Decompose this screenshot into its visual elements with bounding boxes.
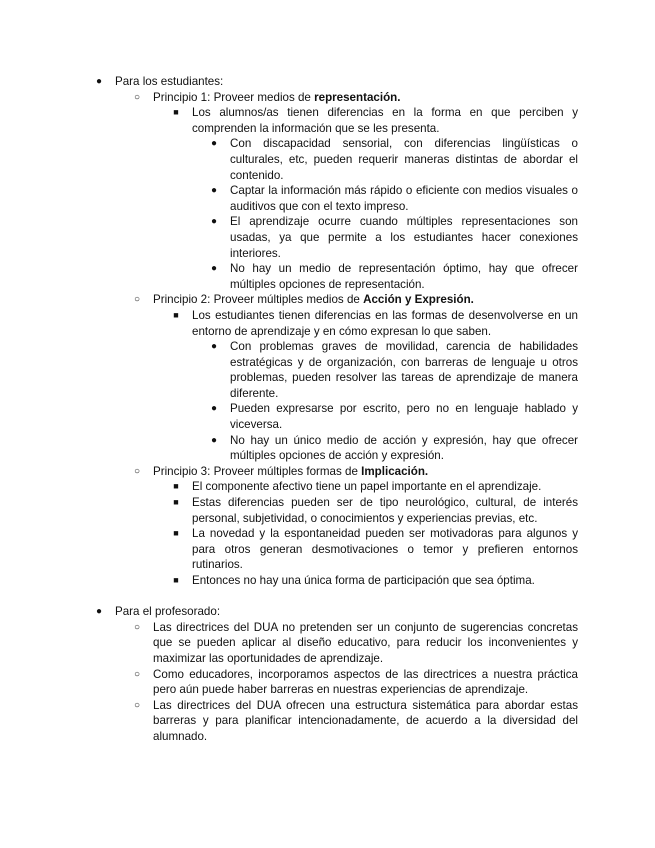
principle-2-subpoint: [210, 339, 578, 401]
point-text: Entonces no hay una única forma de participación que sea óptima.: [192, 574, 535, 587]
filled-circle-bullet-icon: ●: [210, 138, 218, 150]
point-text: Los estudiantes tienen diferencias en las formas de desenvolverse en un entorno de aprendizaje y en cómo expresan lo que saben.: [192, 308, 578, 338]
filled-circle-bullet-icon: ●: [210, 216, 218, 228]
filled-circle-bullet-icon: ●: [210, 185, 218, 197]
subpoint-text: No hay un único medio de acción y expresión, hay que ofrecer múltiples opciones de acción y expresión.: [230, 433, 578, 463]
list-item-students: [95, 74, 578, 90]
filled-circle-bullet-icon: ●: [95, 76, 103, 87]
point-text: El componente afectivo tiene un papel importante en el aprendizaje.: [192, 480, 542, 494]
section-spacer: [0, 589, 655, 605]
square-bullet-icon: ■: [173, 497, 179, 508]
teachers-heading: Para el profesorado:: [115, 605, 221, 619]
point-text: Estas diferencias pueden ser de tipo neurológico, cultural, de interés personal, subjetividad, o conocimientos y experiencias previas, etc.: [192, 496, 578, 525]
square-bullet-icon: ■: [173, 481, 179, 492]
principle-1-subpoint: [210, 136, 578, 183]
principle-2-emphasis: Acción y Expresión.: [363, 293, 474, 307]
teacher-item-text: Las directrices del DUA ofrecen una estructura sistemática para abordar estas barreras y para planificar intencionadamente, de acuerdo a la diversidad del alumnado.: [153, 698, 578, 743]
principle-2-prefix: Principio 2: Proveer múltiples medios de: [153, 293, 364, 307]
hollow-circle-bullet-icon: ○: [133, 294, 141, 306]
principle-1-subpoint: [210, 261, 578, 292]
square-bullet-icon: ■: [173, 309, 179, 320]
subpoint-text: Pueden expresarse por escrito, pero no en lenguaje hablado y viceversa.: [230, 402, 578, 432]
principle-2: [133, 292, 578, 308]
list-item-teachers: [95, 604, 578, 620]
principle-3-point: [173, 479, 578, 495]
principle-1-point: [173, 105, 578, 136]
hollow-circle-bullet-icon: ○: [133, 465, 141, 477]
principle-2-subpoint: [210, 433, 578, 464]
principle-2-point: [173, 308, 578, 339]
principle-1: [133, 90, 578, 106]
principle-3-point: [173, 526, 578, 573]
square-bullet-icon: ■: [173, 528, 179, 539]
subpoint-text: Captar la información más rápido o eficiente con medios visuales o auditivos que con el texto impreso.: [230, 184, 578, 213]
principle-3-point: [173, 573, 578, 589]
subpoint-text: Con problemas graves de movilidad, carencia de habilidades estratégicas y de organización, con barreras de lenguaje u otros problemas, pueden resolver las tareas de aprendizaje de manera diferente.: [230, 340, 578, 400]
teacher-item-text: Las directrices del DUA no pretenden ser un conjunto de sugerencias concretas que se pueden aplicar al diseño educativo, para reducir los inconvenientes y maximizar las oportunidades de aprendizaje.: [153, 620, 578, 665]
principle-3-emphasis: Implicación.: [361, 464, 429, 478]
filled-circle-bullet-icon: ●: [95, 606, 103, 618]
hollow-circle-bullet-icon: ○: [133, 91, 141, 103]
principle-1-subpoint: [210, 214, 578, 261]
filled-circle-bullet-icon: ●: [210, 341, 218, 353]
principle-1-subpoint: [210, 183, 578, 214]
filled-circle-bullet-icon: ●: [210, 434, 218, 446]
teacher-item: [133, 620, 578, 667]
hollow-circle-bullet-icon: ○: [133, 621, 141, 633]
students-heading: Para los estudiantes:: [115, 75, 224, 88]
point-text: La novedad y la espontaneidad pueden ser motivadoras para algunos y para otros generan desmotivaciones o temor y prefieren entornos rutinarios.: [192, 527, 578, 572]
principle-3-prefix: Principio 3: Proveer múltiples formas de: [153, 464, 362, 478]
hollow-circle-bullet-icon: ○: [133, 699, 141, 711]
principle-1-prefix: Principio 1: Proveer medios de: [153, 90, 315, 104]
filled-circle-bullet-icon: ●: [210, 403, 218, 415]
teacher-item: [133, 698, 578, 745]
hollow-circle-bullet-icon: ○: [133, 668, 141, 680]
square-bullet-icon: ■: [173, 575, 179, 585]
square-bullet-icon: ■: [173, 107, 179, 118]
principle-3: [133, 464, 578, 480]
teacher-item: [133, 667, 578, 698]
principle-1-emphasis: representación.: [314, 90, 401, 104]
point-text: Los alumnos/as tienen diferencias en la forma en que perciben y comprenden la información que se les presenta.: [192, 106, 578, 135]
principle-2-subpoint: [210, 401, 578, 432]
subpoint-text: Con discapacidad sensorial, con diferencias lingüísticas o culturales, etc, pueden requerir maneras distintas de abordar el contenido.: [230, 137, 578, 182]
principle-3-point: [173, 495, 578, 526]
teacher-item-text: Como educadores, incorporamos aspectos de las directrices a nuestra práctica pero aún puede haber barreras en nuestras experiencias de aprendizaje.: [153, 667, 578, 697]
filled-circle-bullet-icon: ●: [210, 263, 218, 275]
subpoint-text: No hay un medio de representación óptimo, hay que ofrecer múltiples opciones de representación.: [230, 262, 578, 291]
document-body: [0, 74, 655, 745]
subpoint-text: El aprendizaje ocurre cuando múltiples representaciones son usadas, ya que permite a los estudiantes hacer conexiones interiores.: [230, 215, 578, 260]
